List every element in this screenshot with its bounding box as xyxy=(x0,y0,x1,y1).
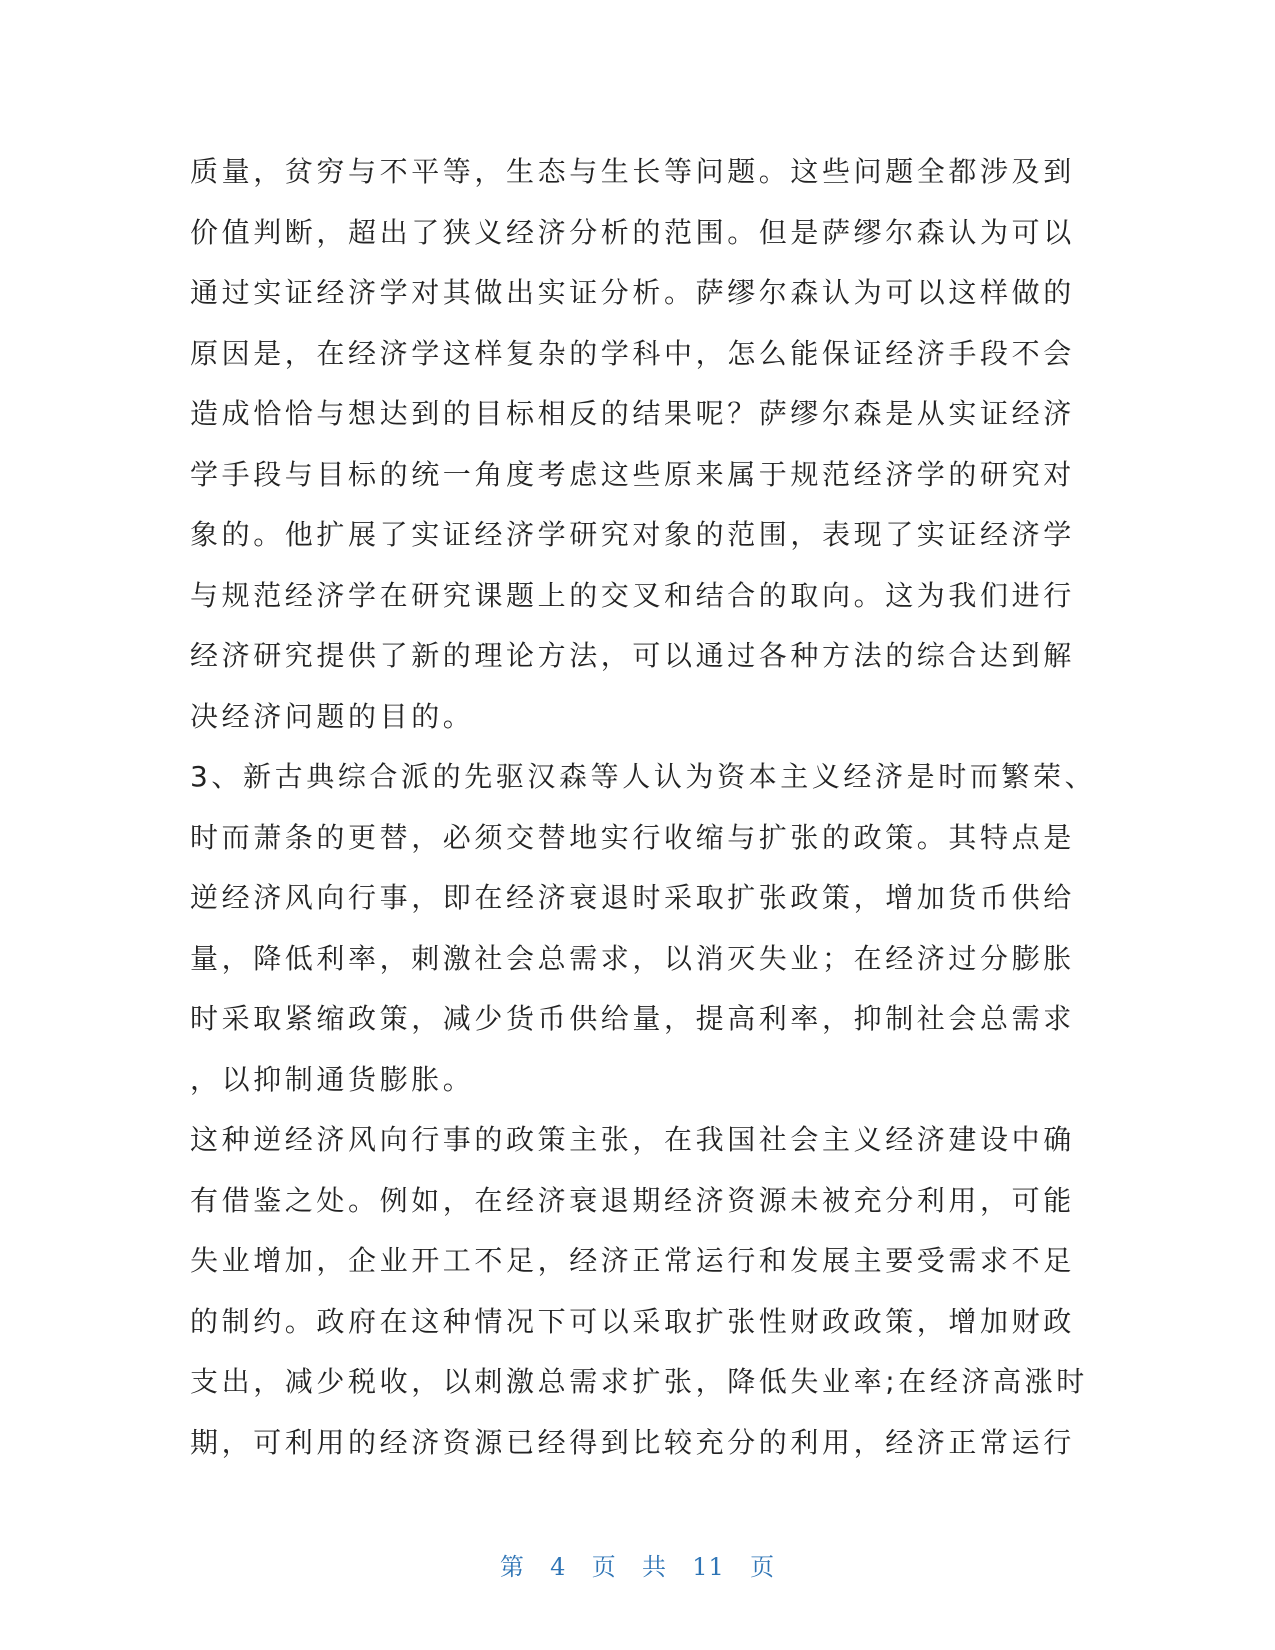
text-line: 决经济问题的目的。 xyxy=(190,699,475,733)
text-line: 象的。他扩展了实证经济学研究对象的范围，表现了实证经济学 xyxy=(190,518,1075,551)
text-line: 支出，减少税收，以刺激总需求扩张，降低失业率;在经济高涨时 xyxy=(190,1365,1088,1398)
text-line: 学手段与目标的统一角度考虑这些原来属于规范经济学的研究对 xyxy=(190,457,1075,491)
text-line: 时而萧条的更替，必须交替地实行收缩与扩张的政策。其特点是 xyxy=(190,820,1075,854)
text-line: 量，降低利率，刺激社会总需求，以消灭失业；在经济过分膨胀 xyxy=(190,941,1075,975)
text-line: 通过实证经济学对其做出实证分析。萨缪尔森认为可以这样做的 xyxy=(190,276,1075,309)
text-line: 时采取紧缩政策，减少货币供给量，提高利率，抑制社会总需求 xyxy=(190,1002,1075,1035)
text-line: ，以抑制通货膨胀。 xyxy=(190,1062,475,1096)
total-pages-number: 11 xyxy=(692,1553,725,1581)
text-line: 与规范经济学在研究课题上的交叉和结合的取向。这为我们进行 xyxy=(190,578,1075,612)
text-line: 质量，贫穷与不平等，生态与生长等问题。这些问题全都涉及到 xyxy=(190,155,1075,188)
text-line: 3、新古典综合派的先驱汉森等人认为资本主义经济是时而繁荣、 xyxy=(190,760,1097,793)
text-line: 的制约。政府在这种情况下可以采取扩张性财政政策，增加财政 xyxy=(190,1304,1075,1338)
text-line: 有借鉴之处。例如，在经济衰退期经济资源未被充分利用，可能 xyxy=(190,1183,1075,1217)
text-line: 逆经济风向行事，即在经济衰退时采取扩张政策，增加货币供给 xyxy=(190,881,1075,914)
text-line: 原因是，在经济学这样复杂的学科中，怎么能保证经济手段不会 xyxy=(190,336,1075,370)
footer-total-unit: 页 xyxy=(750,1553,776,1581)
footer-page-unit: 页 xyxy=(591,1553,617,1581)
footer-total-prefix: 共 xyxy=(642,1553,667,1581)
page-footer xyxy=(0,1547,1275,1582)
current-page-number: 4 xyxy=(550,1553,567,1581)
body-text xyxy=(190,142,1097,1473)
text-line: 失业增加，企业开工不足，经济正常运行和发展主要受需求不足 xyxy=(190,1244,1075,1277)
text-line: 价值判断，超出了狭义经济分析的范围。但是萨缪尔森认为可以 xyxy=(190,215,1075,249)
footer-prefix: 第 xyxy=(499,1553,525,1581)
text-line: 这种逆经济风向行事的政策主张，在我国社会主义经济建设中确 xyxy=(190,1123,1075,1156)
text-line: 经济研究提供了新的理论方法，可以通过各种方法的综合达到解 xyxy=(190,639,1075,672)
text-line: 造成恰恰与想达到的目标相反的结果呢？萨缪尔森是从实证经济 xyxy=(190,397,1075,430)
text-line: 期，可利用的经济资源已经得到比较充分的利用，经济正常运行 xyxy=(190,1425,1075,1459)
